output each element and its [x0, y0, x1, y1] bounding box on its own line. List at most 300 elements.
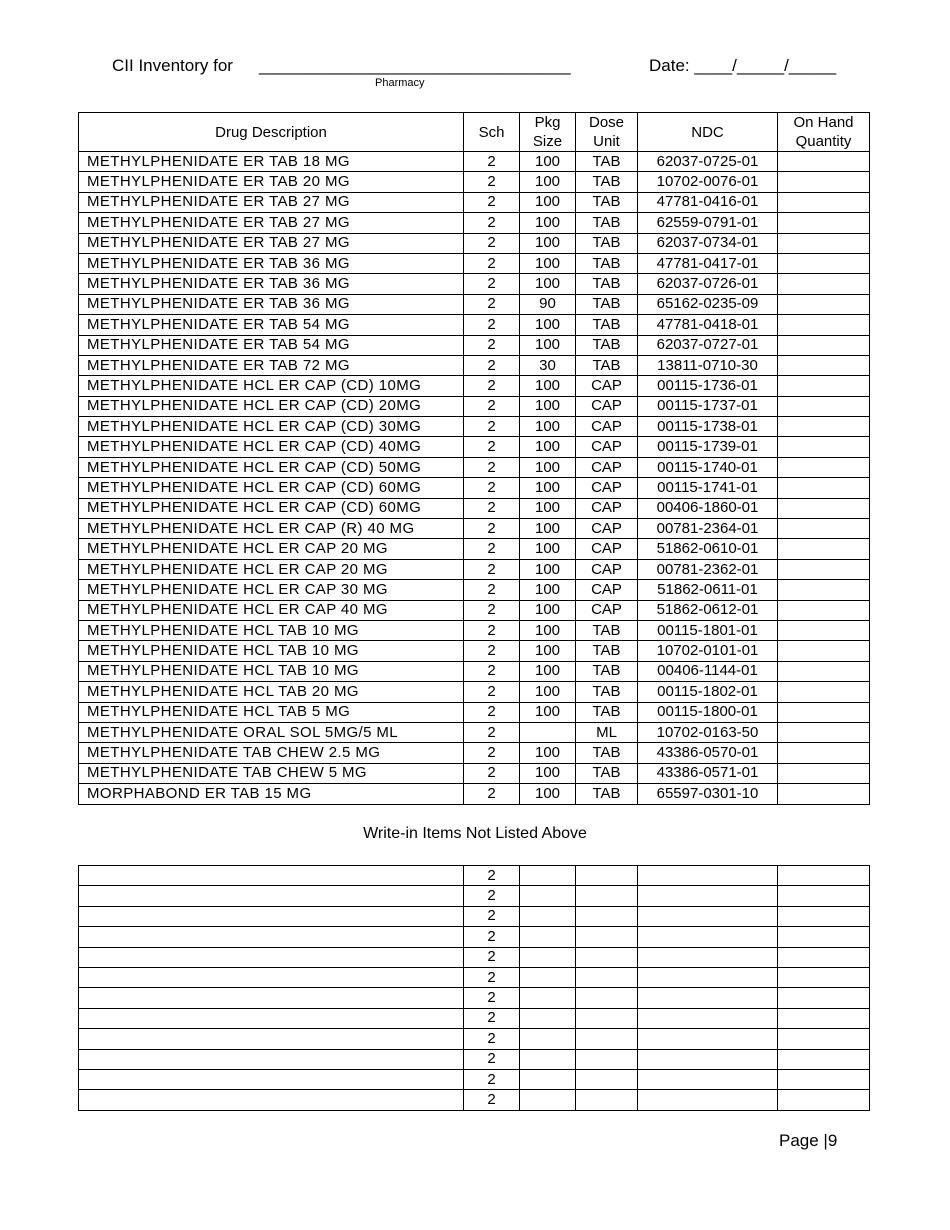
schedule-cell: 2: [464, 620, 520, 640]
table-row: [79, 233, 870, 253]
dose-unit-cell[interactable]: [576, 886, 638, 906]
schedule-cell: 2: [464, 641, 520, 661]
drug-description-cell: METHYLPHENIDATE ER TAB 27 MG: [79, 213, 464, 233]
dose-unit-cell[interactable]: [576, 967, 638, 987]
ndc-cell[interactable]: [638, 967, 778, 987]
on-hand-quantity-cell[interactable]: [778, 457, 870, 477]
table-row: [79, 355, 870, 375]
pkg-size-cell: 100: [520, 620, 576, 640]
ndc-cell: 47781-0416-01: [638, 192, 778, 212]
pkg-size-cell: 100: [520, 661, 576, 681]
table-row: [79, 641, 870, 661]
schedule-cell: 2: [464, 866, 520, 886]
table-row: [79, 620, 870, 640]
ndc-cell: 51862-0612-01: [638, 600, 778, 620]
drug-description-cell[interactable]: [79, 1008, 464, 1028]
ndc-cell: 00115-1738-01: [638, 417, 778, 437]
column-header: On Hand Quantity: [778, 113, 870, 152]
ndc-cell: 13811-0710-30: [638, 355, 778, 375]
dose-unit-cell: CAP: [576, 498, 638, 518]
ndc-cell[interactable]: [638, 866, 778, 886]
on-hand-quantity-cell[interactable]: [778, 233, 870, 253]
ndc-cell: 65162-0235-09: [638, 294, 778, 314]
on-hand-quantity-cell[interactable]: [778, 620, 870, 640]
ndc-cell[interactable]: [638, 947, 778, 967]
ndc-cell: 62037-0727-01: [638, 335, 778, 355]
dose-unit-cell: CAP: [576, 457, 638, 477]
on-hand-quantity-cell[interactable]: [778, 253, 870, 273]
table-row: [79, 437, 870, 457]
table-row: [79, 498, 870, 518]
drug-description-cell: METHYLPHENIDATE HCL ER CAP (CD) 50MG: [79, 457, 464, 477]
drug-description-cell: METHYLPHENIDATE ER TAB 36 MG: [79, 274, 464, 294]
drug-description-cell: METHYLPHENIDATE HCL TAB 10 MG: [79, 661, 464, 681]
ndc-cell[interactable]: [638, 886, 778, 906]
dose-unit-cell[interactable]: [576, 988, 638, 1008]
schedule-cell: 2: [464, 682, 520, 702]
dose-unit-cell: TAB: [576, 233, 638, 253]
on-hand-quantity-cell[interactable]: [778, 315, 870, 335]
drug-description-cell: METHYLPHENIDATE ORAL SOL 5MG/5 ML: [79, 722, 464, 742]
table-row: [79, 743, 870, 763]
pkg-size-cell: 30: [520, 355, 576, 375]
table-row: [79, 274, 870, 294]
table-row: [79, 1069, 870, 1089]
dose-unit-cell[interactable]: [576, 906, 638, 926]
table-row: [79, 967, 870, 987]
table-row: [79, 457, 870, 477]
on-hand-quantity-cell[interactable]: [778, 172, 870, 192]
schedule-cell: 2: [464, 457, 520, 477]
on-hand-quantity-cell[interactable]: [778, 498, 870, 518]
pkg-size-cell[interactable]: [520, 967, 576, 987]
pkg-size-cell: 100: [520, 274, 576, 294]
drug-description-cell[interactable]: [79, 866, 464, 886]
drug-description-cell[interactable]: [79, 1029, 464, 1049]
ndc-cell: 00115-1801-01: [638, 620, 778, 640]
dose-unit-cell[interactable]: [576, 947, 638, 967]
drug-description-cell: METHYLPHENIDATE HCL ER CAP 40 MG: [79, 600, 464, 620]
dose-unit-cell: TAB: [576, 152, 638, 172]
on-hand-quantity-cell[interactable]: [778, 906, 870, 926]
drug-description-cell: METHYLPHENIDATE ER TAB 18 MG: [79, 152, 464, 172]
dose-unit-cell: TAB: [576, 294, 638, 314]
schedule-cell: 2: [464, 988, 520, 1008]
pkg-size-cell: 100: [520, 702, 576, 722]
on-hand-quantity-cell[interactable]: [778, 294, 870, 314]
on-hand-quantity-cell[interactable]: [778, 152, 870, 172]
schedule-cell: 2: [464, 559, 520, 579]
table-row: [79, 866, 870, 886]
pkg-size-cell: 100: [520, 437, 576, 457]
on-hand-quantity-cell[interactable]: [778, 539, 870, 559]
table-row: [79, 722, 870, 742]
table-header-row: [79, 113, 870, 152]
dose-unit-cell: TAB: [576, 274, 638, 294]
drug-description-cell: METHYLPHENIDATE ER TAB 54 MG: [79, 315, 464, 335]
pkg-size-cell: 100: [520, 376, 576, 396]
schedule-cell: 2: [464, 253, 520, 273]
on-hand-quantity-cell[interactable]: [778, 335, 870, 355]
schedule-cell: 2: [464, 315, 520, 335]
table-row: [79, 906, 870, 926]
schedule-cell: 2: [464, 1029, 520, 1049]
dose-unit-cell[interactable]: [576, 1008, 638, 1028]
drug-description-cell: METHYLPHENIDATE HCL TAB 20 MG: [79, 682, 464, 702]
dose-unit-cell: ML: [576, 722, 638, 742]
drug-description-cell[interactable]: [79, 1069, 464, 1089]
dose-unit-cell[interactable]: [576, 1069, 638, 1089]
table-row: [79, 539, 870, 559]
schedule-cell: 2: [464, 498, 520, 518]
ndc-cell[interactable]: [638, 927, 778, 947]
table-row: [79, 927, 870, 947]
column-header: Sch: [464, 113, 520, 152]
pkg-size-cell[interactable]: [520, 1069, 576, 1089]
pkg-size-cell: 100: [520, 152, 576, 172]
table-row: [79, 315, 870, 335]
ndc-cell: 43386-0570-01: [638, 743, 778, 763]
on-hand-quantity-cell[interactable]: [778, 866, 870, 886]
drug-description-cell: METHYLPHENIDATE HCL ER CAP (CD) 60MG: [79, 498, 464, 518]
table-row: [79, 763, 870, 783]
on-hand-quantity-cell[interactable]: [778, 192, 870, 212]
pkg-size-cell[interactable]: [520, 927, 576, 947]
on-hand-quantity-cell[interactable]: [778, 1069, 870, 1089]
table-row: [79, 478, 870, 498]
table-row: [79, 1049, 870, 1069]
pkg-size-cell: 100: [520, 763, 576, 783]
ndc-cell: 47781-0417-01: [638, 253, 778, 273]
table-row: [79, 396, 870, 416]
dose-unit-cell: CAP: [576, 559, 638, 579]
dose-unit-cell: TAB: [576, 253, 638, 273]
date-field[interactable]: Date: ____/_____/_____: [649, 56, 837, 75]
schedule-cell: 2: [464, 417, 520, 437]
ndc-cell[interactable]: [638, 988, 778, 1008]
dose-unit-cell: TAB: [576, 192, 638, 212]
on-hand-quantity-cell[interactable]: [778, 274, 870, 294]
drug-description-cell: METHYLPHENIDATE HCL ER CAP (CD) 20MG: [79, 396, 464, 416]
pkg-size-cell: 100: [520, 641, 576, 661]
drug-description-cell: METHYLPHENIDATE ER TAB 27 MG: [79, 192, 464, 212]
pkg-size-cell: [520, 722, 576, 742]
on-hand-quantity-cell[interactable]: [778, 682, 870, 702]
ndc-cell: 00115-1737-01: [638, 396, 778, 416]
ndc-cell: 00115-1741-01: [638, 478, 778, 498]
ndc-cell: 00115-1800-01: [638, 702, 778, 722]
ndc-cell: 62037-0726-01: [638, 274, 778, 294]
on-hand-quantity-cell[interactable]: [778, 927, 870, 947]
pkg-size-cell: 100: [520, 519, 576, 539]
on-hand-quantity-cell[interactable]: [778, 947, 870, 967]
pkg-size-cell[interactable]: [520, 1090, 576, 1110]
schedule-cell: 2: [464, 722, 520, 742]
dose-unit-cell: CAP: [576, 417, 638, 437]
schedule-cell: 2: [464, 906, 520, 926]
table-row: [79, 1008, 870, 1028]
drug-description-cell[interactable]: [79, 988, 464, 1008]
table-row: [79, 213, 870, 233]
schedule-cell: 2: [464, 743, 520, 763]
table-row: [79, 886, 870, 906]
pkg-size-cell: 100: [520, 600, 576, 620]
on-hand-quantity-cell[interactable]: [778, 355, 870, 375]
table-row: [79, 559, 870, 579]
table-row: [79, 253, 870, 273]
dose-unit-cell: TAB: [576, 641, 638, 661]
dose-unit-cell: TAB: [576, 763, 638, 783]
pharmacy-name-line[interactable]: __________________________________: [259, 56, 571, 75]
on-hand-quantity-cell[interactable]: [778, 519, 870, 539]
drug-description-cell: METHYLPHENIDATE HCL ER CAP (CD) 30MG: [79, 417, 464, 437]
dose-unit-cell: TAB: [576, 315, 638, 335]
ndc-cell: 51862-0610-01: [638, 539, 778, 559]
table-row: [79, 519, 870, 539]
pkg-size-cell[interactable]: [520, 1049, 576, 1069]
schedule-cell: 2: [464, 1090, 520, 1110]
pkg-size-cell: 100: [520, 559, 576, 579]
schedule-cell: 2: [464, 886, 520, 906]
drug-description-cell: METHYLPHENIDATE HCL TAB 10 MG: [79, 620, 464, 640]
schedule-cell: 2: [464, 600, 520, 620]
on-hand-quantity-cell[interactable]: [778, 1049, 870, 1069]
table-row: [79, 947, 870, 967]
schedule-cell: 2: [464, 192, 520, 212]
on-hand-quantity-cell[interactable]: [778, 1090, 870, 1110]
dose-unit-cell: TAB: [576, 172, 638, 192]
drug-description-cell: METHYLPHENIDATE TAB CHEW 2.5 MG: [79, 743, 464, 763]
schedule-cell: 2: [464, 172, 520, 192]
pkg-size-cell: 100: [520, 478, 576, 498]
schedule-cell: 2: [464, 335, 520, 355]
pkg-size-cell: 100: [520, 335, 576, 355]
drug-description-cell: METHYLPHENIDATE HCL ER CAP 30 MG: [79, 580, 464, 600]
schedule-cell: 2: [464, 927, 520, 947]
ndc-cell[interactable]: [638, 1090, 778, 1110]
dose-unit-cell: TAB: [576, 335, 638, 355]
pkg-size-cell: 100: [520, 457, 576, 477]
schedule-cell: 2: [464, 661, 520, 681]
ndc-cell[interactable]: [638, 906, 778, 926]
dose-unit-cell: TAB: [576, 743, 638, 763]
schedule-cell: 2: [464, 233, 520, 253]
dose-unit-cell[interactable]: [576, 1049, 638, 1069]
dose-unit-cell[interactable]: [576, 1090, 638, 1110]
pkg-size-cell: 100: [520, 192, 576, 212]
on-hand-quantity-cell[interactable]: [778, 376, 870, 396]
pkg-size-cell: 100: [520, 172, 576, 192]
dose-unit-cell: TAB: [576, 682, 638, 702]
ndc-cell: 00115-1802-01: [638, 682, 778, 702]
table-row: [79, 580, 870, 600]
on-hand-quantity-cell[interactable]: [778, 213, 870, 233]
pkg-size-cell: 100: [520, 743, 576, 763]
ndc-cell: 51862-0611-01: [638, 580, 778, 600]
ndc-cell: 00781-2362-01: [638, 559, 778, 579]
on-hand-quantity-cell[interactable]: [778, 784, 870, 804]
table-row: [79, 335, 870, 355]
ndc-cell: 00115-1736-01: [638, 376, 778, 396]
table-row: [79, 294, 870, 314]
on-hand-quantity-cell[interactable]: [778, 417, 870, 437]
column-header: Dose Unit: [576, 113, 638, 152]
dose-unit-cell: CAP: [576, 539, 638, 559]
schedule-cell: 2: [464, 437, 520, 457]
ndc-cell[interactable]: [638, 1069, 778, 1089]
drug-description-cell[interactable]: [79, 967, 464, 987]
ndc-cell: 10702-0163-50: [638, 722, 778, 742]
on-hand-quantity-cell[interactable]: [778, 743, 870, 763]
on-hand-quantity-cell[interactable]: [778, 702, 870, 722]
on-hand-quantity-cell[interactable]: [778, 641, 870, 661]
drug-description-cell: METHYLPHENIDATE ER TAB 20 MG: [79, 172, 464, 192]
ndc-cell: 47781-0418-01: [638, 315, 778, 335]
pkg-size-cell: 100: [520, 784, 576, 804]
schedule-cell: 2: [464, 967, 520, 987]
schedule-cell: 2: [464, 478, 520, 498]
drug-description-cell: METHYLPHENIDATE HCL ER CAP (CD) 40MG: [79, 437, 464, 457]
ndc-cell: 65597-0301-10: [638, 784, 778, 804]
drug-description-cell: METHYLPHENIDATE ER TAB 72 MG: [79, 355, 464, 375]
column-header: Drug Description: [79, 113, 464, 152]
ndc-cell: 10702-0076-01: [638, 172, 778, 192]
pkg-size-cell: 100: [520, 539, 576, 559]
write-in-section-title: Write-in Items Not Listed Above: [363, 825, 587, 842]
dose-unit-cell: CAP: [576, 519, 638, 539]
schedule-cell: 2: [464, 376, 520, 396]
dose-unit-cell: TAB: [576, 661, 638, 681]
schedule-cell: 2: [464, 580, 520, 600]
dose-unit-cell[interactable]: [576, 927, 638, 947]
dose-unit-cell: CAP: [576, 580, 638, 600]
ndc-cell: 00115-1740-01: [638, 457, 778, 477]
on-hand-quantity-cell[interactable]: [778, 559, 870, 579]
inventory-table: [78, 112, 870, 805]
dose-unit-cell: TAB: [576, 620, 638, 640]
drug-description-cell[interactable]: [79, 886, 464, 906]
dose-unit-cell: CAP: [576, 376, 638, 396]
schedule-cell: 2: [464, 539, 520, 559]
schedule-cell: 2: [464, 784, 520, 804]
pkg-size-cell: 100: [520, 498, 576, 518]
pkg-size-cell[interactable]: [520, 1029, 576, 1049]
ndc-cell: 62559-0791-01: [638, 213, 778, 233]
on-hand-quantity-cell[interactable]: [778, 600, 870, 620]
pkg-size-cell: 100: [520, 682, 576, 702]
dose-unit-cell[interactable]: [576, 866, 638, 886]
drug-description-cell: METHYLPHENIDATE HCL ER CAP (R) 40 MG: [79, 519, 464, 539]
pkg-size-cell[interactable]: [520, 1008, 576, 1028]
on-hand-quantity-cell[interactable]: [778, 722, 870, 742]
drug-description-cell: METHYLPHENIDATE HCL TAB 5 MG: [79, 702, 464, 722]
schedule-cell: 2: [464, 1069, 520, 1089]
drug-description-cell: METHYLPHENIDATE HCL ER CAP (CD) 60MG: [79, 478, 464, 498]
table-row: [79, 682, 870, 702]
dose-unit-cell: TAB: [576, 213, 638, 233]
drug-description-cell[interactable]: [79, 906, 464, 926]
pkg-size-cell[interactable]: [520, 886, 576, 906]
schedule-cell: 2: [464, 947, 520, 967]
pkg-size-cell: 100: [520, 417, 576, 437]
schedule-cell: 2: [464, 1049, 520, 1069]
on-hand-quantity-cell[interactable]: [778, 967, 870, 987]
ndc-cell: 62037-0734-01: [638, 233, 778, 253]
schedule-cell: 2: [464, 1008, 520, 1028]
schedule-cell: 2: [464, 152, 520, 172]
pkg-size-cell: 100: [520, 315, 576, 335]
drug-description-cell: METHYLPHENIDATE ER TAB 36 MG: [79, 294, 464, 314]
drug-description-cell[interactable]: [79, 947, 464, 967]
drug-description-cell: METHYLPHENIDATE TAB CHEW 5 MG: [79, 763, 464, 783]
pkg-size-cell: 100: [520, 396, 576, 416]
on-hand-quantity-cell[interactable]: [778, 396, 870, 416]
dose-unit-cell: CAP: [576, 437, 638, 457]
on-hand-quantity-cell[interactable]: [778, 763, 870, 783]
ndc-cell: 62037-0725-01: [638, 152, 778, 172]
ndc-cell: 43386-0571-01: [638, 763, 778, 783]
ndc-cell: 10702-0101-01: [638, 641, 778, 661]
schedule-cell: 2: [464, 519, 520, 539]
on-hand-quantity-cell[interactable]: [778, 437, 870, 457]
on-hand-quantity-cell[interactable]: [778, 478, 870, 498]
dose-unit-cell: CAP: [576, 478, 638, 498]
drug-description-cell: METHYLPHENIDATE ER TAB 54 MG: [79, 335, 464, 355]
on-hand-quantity-cell[interactable]: [778, 886, 870, 906]
pkg-size-cell: 90: [520, 294, 576, 314]
pkg-size-cell: 100: [520, 253, 576, 273]
table-row: [79, 784, 870, 804]
table-row: [79, 702, 870, 722]
write-in-table: [78, 865, 870, 1111]
drug-description-cell[interactable]: [79, 1049, 464, 1069]
schedule-cell: 2: [464, 702, 520, 722]
drug-description-cell: MORPHABOND ER TAB 15 MG: [79, 784, 464, 804]
drug-description-cell[interactable]: [79, 927, 464, 947]
table-row: [79, 376, 870, 396]
schedule-cell: 2: [464, 355, 520, 375]
table-row: [79, 988, 870, 1008]
on-hand-quantity-cell[interactable]: [778, 1008, 870, 1028]
schedule-cell: 2: [464, 396, 520, 416]
dose-unit-cell[interactable]: [576, 1029, 638, 1049]
drug-description-cell[interactable]: [79, 1090, 464, 1110]
ndc-cell: 00781-2364-01: [638, 519, 778, 539]
on-hand-quantity-cell[interactable]: [778, 661, 870, 681]
on-hand-quantity-cell[interactable]: [778, 1029, 870, 1049]
pkg-size-cell: 100: [520, 233, 576, 253]
ndc-cell: 00406-1860-01: [638, 498, 778, 518]
ndc-cell[interactable]: [638, 1029, 778, 1049]
dose-unit-cell: TAB: [576, 784, 638, 804]
pkg-size-cell[interactable]: [520, 906, 576, 926]
ndc-cell[interactable]: [638, 1049, 778, 1069]
pkg-size-cell[interactable]: [520, 947, 576, 967]
pharmacy-label: Pharmacy: [375, 77, 425, 89]
pkg-size-cell[interactable]: [520, 988, 576, 1008]
schedule-cell: 2: [464, 763, 520, 783]
drug-description-cell: METHYLPHENIDATE HCL ER CAP 20 MG: [79, 539, 464, 559]
table-row: [79, 172, 870, 192]
ndc-cell[interactable]: [638, 1008, 778, 1028]
on-hand-quantity-cell[interactable]: [778, 988, 870, 1008]
on-hand-quantity-cell[interactable]: [778, 580, 870, 600]
inventory-title: CII Inventory for: [112, 56, 233, 75]
pkg-size-cell[interactable]: [520, 866, 576, 886]
dose-unit-cell: CAP: [576, 396, 638, 416]
table-row: [79, 192, 870, 212]
table-row: [79, 1029, 870, 1049]
